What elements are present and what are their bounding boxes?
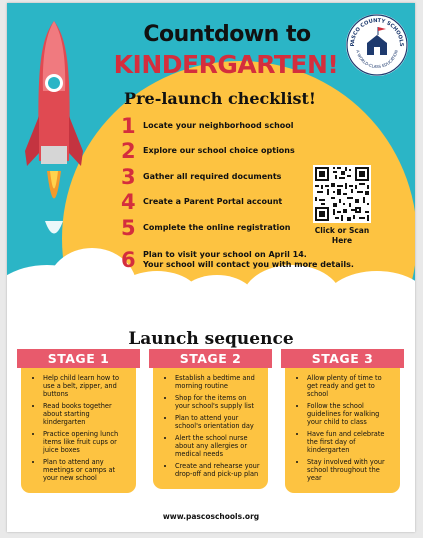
- checklist-number: 3: [121, 165, 136, 189]
- checklist-text: Explore our school choice options: [143, 146, 295, 155]
- stage-3-body: [285, 368, 400, 493]
- stage-2-card: [149, 349, 272, 489]
- qr-label-line2[interactable]: Here: [331, 236, 353, 245]
- list-item: • Shop for the items on your school's supply list: [175, 394, 262, 410]
- list-item: • Stay involved with your school throughout the year: [307, 458, 394, 482]
- hero-banner: [7, 3, 415, 308]
- launch-sequence-title: Launch sequence: [128, 329, 294, 349]
- checklist-number: 4: [121, 190, 136, 214]
- list-item: • Have fun and celebrate the first day of kindergarten: [307, 430, 394, 454]
- list-item: • Help child learn how to use a belt, zipper, and buttons: [43, 374, 130, 398]
- subtitle: Pre-launch checklist!: [124, 89, 316, 108]
- rocket-icon: [19, 21, 89, 251]
- list-item: • Read books together about starting kindergarten: [43, 402, 130, 426]
- checklist-number: 1: [121, 114, 136, 138]
- list-item: • Allow plenty of time to get ready and get to school: [307, 374, 394, 398]
- checklist-item-2: [121, 139, 295, 163]
- checklist-text: [143, 250, 354, 270]
- list-item: • Create and rehearse your drop-off and pick-up plan: [175, 462, 262, 478]
- footer-url[interactable]: www.pascoschools.org: [162, 512, 260, 521]
- stage-1-card: [17, 349, 140, 493]
- checklist-item-1: [121, 114, 294, 138]
- checklist-item-6: [121, 248, 354, 272]
- qr-code-icon[interactable]: [313, 165, 371, 223]
- checklist-item-5: [121, 216, 290, 240]
- checklist-text: Complete the online registration: [143, 223, 291, 232]
- checklist-number: 2: [121, 139, 136, 163]
- stage-3-header: STAGE 3: [281, 349, 404, 368]
- pasco-county-schools-logo: [345, 13, 409, 77]
- list-item: • Plan to attend your school's orientation day: [175, 414, 262, 430]
- list-item: • Practice opening lunch items like fruit cups or juice boxes: [43, 430, 130, 454]
- list-item: • Follow the school guidelines for walking your child to class: [307, 402, 394, 426]
- checklist-text: Create a Parent Portal account: [143, 197, 283, 206]
- flyer-page: [7, 3, 415, 532]
- stage-3-card: [281, 349, 404, 493]
- checklist-text-line1: Plan to visit your school on April 14.: [143, 250, 307, 259]
- stage-1-header: STAGE 1: [17, 349, 140, 368]
- checklist-text: Locate your neighborhood school: [143, 121, 294, 130]
- stage-1-body: [21, 368, 136, 493]
- checklist-item-4: [121, 190, 282, 214]
- checklist-number: 5: [121, 216, 136, 240]
- title-line1: Countdown to: [143, 22, 311, 47]
- qr-label[interactable]: [305, 226, 379, 246]
- list-item: • Alert the school nurse about any allergies or medical needs: [175, 434, 262, 458]
- logo-top-text: PASCO COUNTY SCHOOLS: [349, 17, 405, 47]
- list-item: • Establish a bedtime and morning routine: [175, 374, 262, 390]
- list-item: • Plan to attend any meetings or camps at your new school: [43, 458, 130, 482]
- logo-bottom-text: A WORLD-CLASS EDUCATION: [355, 49, 399, 70]
- qr-label-line1[interactable]: Click or Scan: [314, 226, 370, 235]
- checklist-text-line2: Your school will contact you with more details.: [143, 260, 354, 269]
- checklist-number: 6: [121, 248, 136, 272]
- stage-2-body: [153, 368, 268, 489]
- checklist-text: Gather all required documents: [143, 172, 282, 181]
- stage-2-header: STAGE 2: [149, 349, 272, 368]
- title-line2: KINDERGARTEN!: [113, 50, 339, 79]
- checklist-item-3: [121, 165, 281, 189]
